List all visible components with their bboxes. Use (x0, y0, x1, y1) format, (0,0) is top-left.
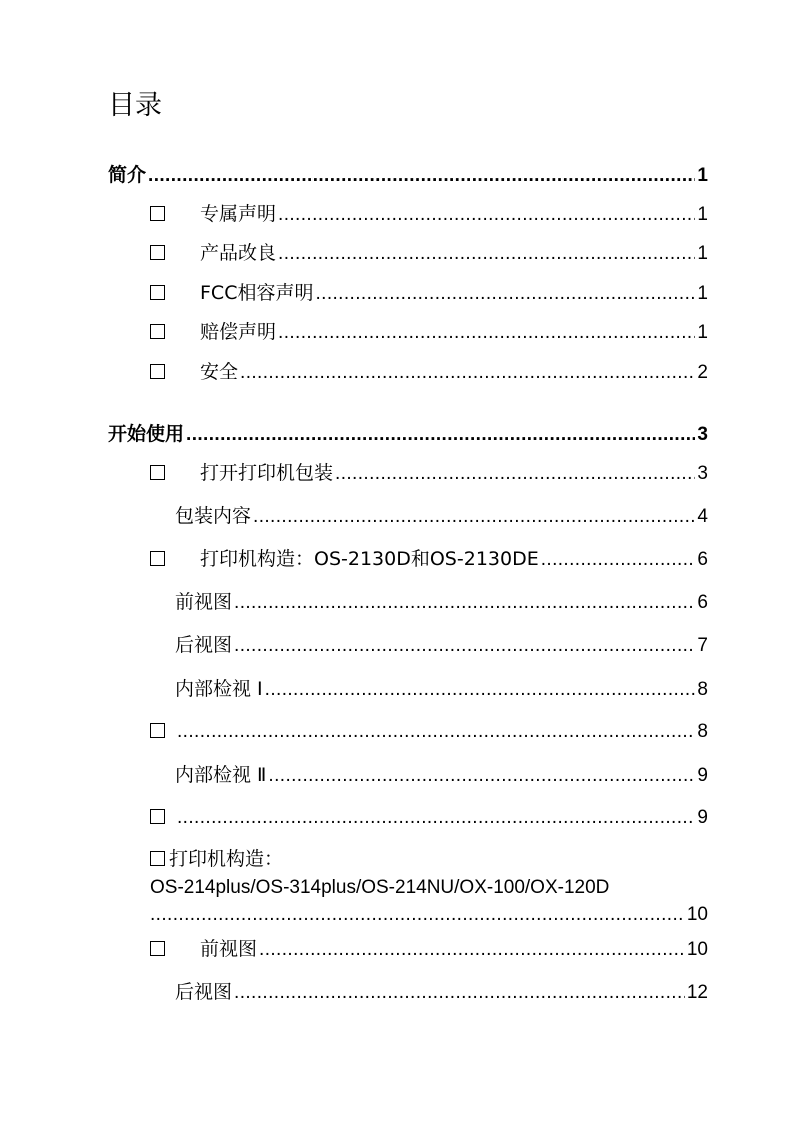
toc-page-number: 8 (697, 679, 708, 700)
toc-entry-front-view-2[interactable] (150, 936, 708, 963)
toc-entry-fcc-statement[interactable] (150, 280, 708, 307)
checkbox-icon (150, 723, 165, 738)
dot-leader (240, 360, 695, 386)
toc-label: 内部检视 Ⅰ (175, 678, 263, 700)
toc-label: 前视图 (175, 591, 233, 613)
toc-page-number: 7 (697, 635, 708, 656)
dot-leader (278, 202, 695, 228)
dot-leader (177, 805, 695, 831)
toc-page-number: 6 (697, 549, 708, 570)
toc-entry-liability-statement[interactable] (150, 319, 708, 346)
checkbox-icon (150, 941, 165, 956)
toc-entry-interior-view-1[interactable] (175, 676, 708, 703)
toc-page-number: 10 (686, 904, 708, 925)
toc-label: 安全 (200, 361, 239, 383)
toc-label: 后视图 (175, 981, 233, 1003)
toc-entry-printer-structure-os214[interactable] (150, 902, 708, 928)
dot-leader (335, 461, 695, 487)
page-title: 目录 (108, 90, 162, 121)
dot-leader (278, 320, 695, 346)
toc-page-number: 9 (697, 807, 708, 828)
toc-page-number: 1 (697, 322, 708, 343)
toc-page-number: 4 (697, 506, 708, 527)
toc-entry-package-contents[interactable] (175, 503, 708, 530)
toc-entry-front-view[interactable] (175, 589, 708, 616)
dot-leader (234, 590, 695, 616)
toc-label: 简介 (108, 164, 147, 186)
checkbox-icon (150, 245, 165, 260)
checkbox-icon (150, 551, 165, 566)
toc-label: 内部检视 Ⅱ (175, 764, 267, 786)
toc-page-number: 3 (697, 424, 708, 445)
dot-leader (268, 763, 695, 789)
toc-page-number: 10 (686, 939, 708, 960)
checkbox-icon (150, 809, 165, 824)
toc-label: 前视图 (200, 938, 258, 960)
toc-page-number: 1 (697, 165, 708, 186)
checkbox-icon (150, 206, 165, 221)
dot-leader (150, 902, 685, 928)
toc-label: 产品改良 (200, 242, 277, 264)
toc-entry-proprietary-statement[interactable] (150, 201, 708, 228)
toc-entry-safety[interactable] (150, 359, 708, 386)
dot-leader (253, 504, 695, 530)
toc-page-number: 9 (697, 765, 708, 786)
toc-label: 开始使用 (108, 423, 185, 445)
dot-leader (186, 422, 695, 448)
toc-entry-rear-view[interactable] (175, 632, 708, 659)
toc-entry-introduction[interactable] (108, 162, 708, 189)
dot-leader (234, 633, 695, 659)
toc-entry-unpacking[interactable] (150, 460, 708, 487)
toc-label: 包装内容 (175, 505, 252, 527)
checkbox-icon (150, 465, 165, 480)
dot-leader (315, 281, 695, 307)
dot-leader (541, 547, 696, 573)
toc-page-number: 1 (697, 283, 708, 304)
toc-page-number: 3 (697, 463, 708, 484)
checkbox-icon (150, 324, 165, 339)
toc-page-number: 2 (697, 362, 708, 383)
toc-entry-blank-2[interactable] (150, 805, 708, 831)
dot-leader (234, 980, 685, 1006)
toc-entry-rear-view-2[interactable] (175, 979, 708, 1006)
toc-label: 后视图 (175, 634, 233, 656)
toc-page-number: 8 (697, 721, 708, 742)
toc-page-number: 1 (697, 204, 708, 225)
checkbox-icon (150, 285, 165, 300)
toc-entry-printer-structure-os2130d[interactable] (150, 546, 708, 573)
toc-entry-product-improvement[interactable] (150, 240, 708, 267)
toc-entry-getting-started[interactable] (108, 421, 708, 448)
toc-label: FCC相容声明 (200, 282, 314, 304)
toc-page-number: 12 (686, 982, 708, 1003)
toc-page-number: 6 (697, 592, 708, 613)
checkbox-icon (150, 364, 165, 379)
dot-leader (278, 241, 695, 267)
dot-leader (265, 677, 696, 703)
toc-label: 打印机构造：OS-2130D和OS-2130DE (200, 548, 539, 570)
dot-leader (259, 937, 685, 963)
toc-label: 打印机构造： (169, 848, 284, 870)
toc-label: 打开打印机包装 (200, 462, 334, 484)
toc-entry-printer-structure-os214-line1[interactable] (150, 846, 708, 872)
dot-leader (177, 719, 695, 745)
toc-label: 专属声明 (200, 203, 277, 225)
dot-leader (148, 163, 695, 189)
checkbox-icon (150, 851, 165, 866)
toc-label: 赔偿声明 (200, 321, 277, 343)
toc-entry-blank-1[interactable] (150, 719, 708, 745)
toc-page-number: 1 (697, 243, 708, 264)
toc-entry-interior-view-2[interactable] (175, 762, 708, 789)
toc-label-models: OS-214plus/OS-314plus/OS-214NU/OX-100/OX-120D (150, 877, 610, 898)
